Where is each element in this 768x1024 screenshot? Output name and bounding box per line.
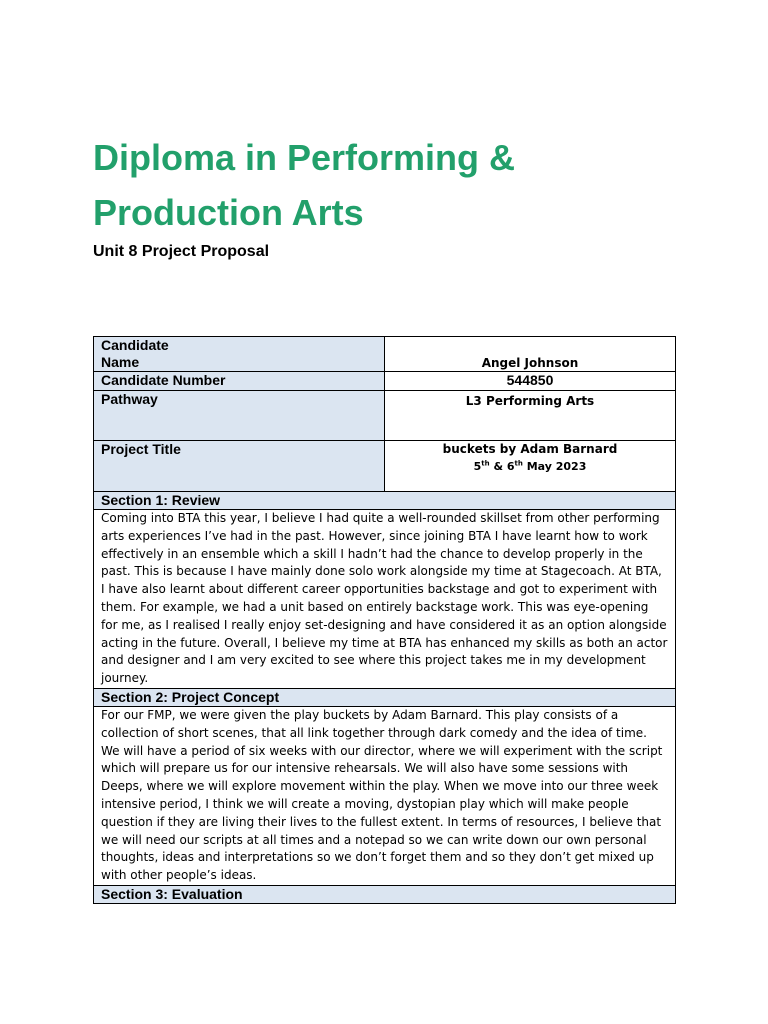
page-title: Diploma in Performing & Production Arts [93, 137, 516, 233]
project-title-label: Project Title [94, 441, 385, 492]
section-1-body-row [94, 510, 676, 689]
section-2-body: For our FMP, we were given the play buckets by Adam Barnard. This play consists of a collection of short scenes, that all link together through dark comedy and the idea of time. We will have a period of six weeks with our director, where we will experiment with the script which will prepare us for our intensive rehearsals. We will also have some sessions with Deeps, where we will explore movement within the play. When we move into our three week intensive period, I think we will create a moving, dystopian play which will make people question if they are living their lives to the fullest extent. In terms of resources, I believe that we will need our scripts at all times and a notepad so we can write down our own personal thoughts, ideas and interpretations so we don’t forget them and so they don’t get mixed up with other people’s ideas. [94, 706, 676, 885]
candidate-number-value: 544850 [385, 372, 676, 391]
pathway-row [94, 391, 676, 441]
candidate-number-label: Candidate Number [94, 372, 385, 391]
section-2-heading: Section 2: Project Concept [94, 688, 676, 706]
candidate-number-row [94, 372, 676, 391]
candidate-name-row [94, 337, 676, 372]
proposal-table [93, 336, 676, 904]
date-day-1-suffix: th [481, 459, 490, 468]
project-dates [392, 458, 668, 475]
date-day-1: 5 [473, 460, 482, 473]
section-2-header-row [94, 688, 676, 706]
pathway-value: L3 Performing Arts [385, 391, 676, 441]
candidate-name-label: Candidate Name [94, 337, 385, 372]
date-day-2: 6 [506, 460, 515, 473]
section-3-heading: Section 3: Evaluation [94, 885, 676, 903]
candidate-name-value: Angel Johnson [385, 337, 676, 372]
section-3-header-row [94, 885, 676, 903]
section-1-header-row [94, 492, 676, 510]
page-subtitle: Unit 8 Project Proposal [93, 243, 270, 260]
section-1-heading: Section 1: Review [94, 492, 676, 510]
section-1-body: Coming into BTA this year, I believe I had quite a well-rounded skillset from other performing arts experiences I’ve had in the past. However, since joining BTA I have learnt how to work effectively in an ensemble which a skill I hadn’t had the chance to develop properly in the past. This is because I have mainly done solo work alongside my time at Stagecoach. At BTA, I have also learnt about different career opportunities backstage and got to experiment with them. For example, we had a unit based on entirely backstage work. This was eye-opening for me, as I realised I really enjoy set-designing and have considered it as an option alongside acting in the future. Overall, I believe my time at BTA has enhanced my skills as both an actor and designer and I am very excited to see where this project takes me in my development journey. [94, 510, 676, 689]
project-title-cell [385, 441, 676, 492]
date-day-2-suffix: th [514, 459, 523, 468]
project-title-value: buckets by Adam Barnard [442, 442, 618, 456]
date-month-year: May 2023 [522, 460, 587, 473]
project-title-row [94, 441, 676, 492]
pathway-label: Pathway [94, 391, 385, 441]
date-joiner: & [489, 460, 507, 473]
section-2-body-row [94, 706, 676, 885]
